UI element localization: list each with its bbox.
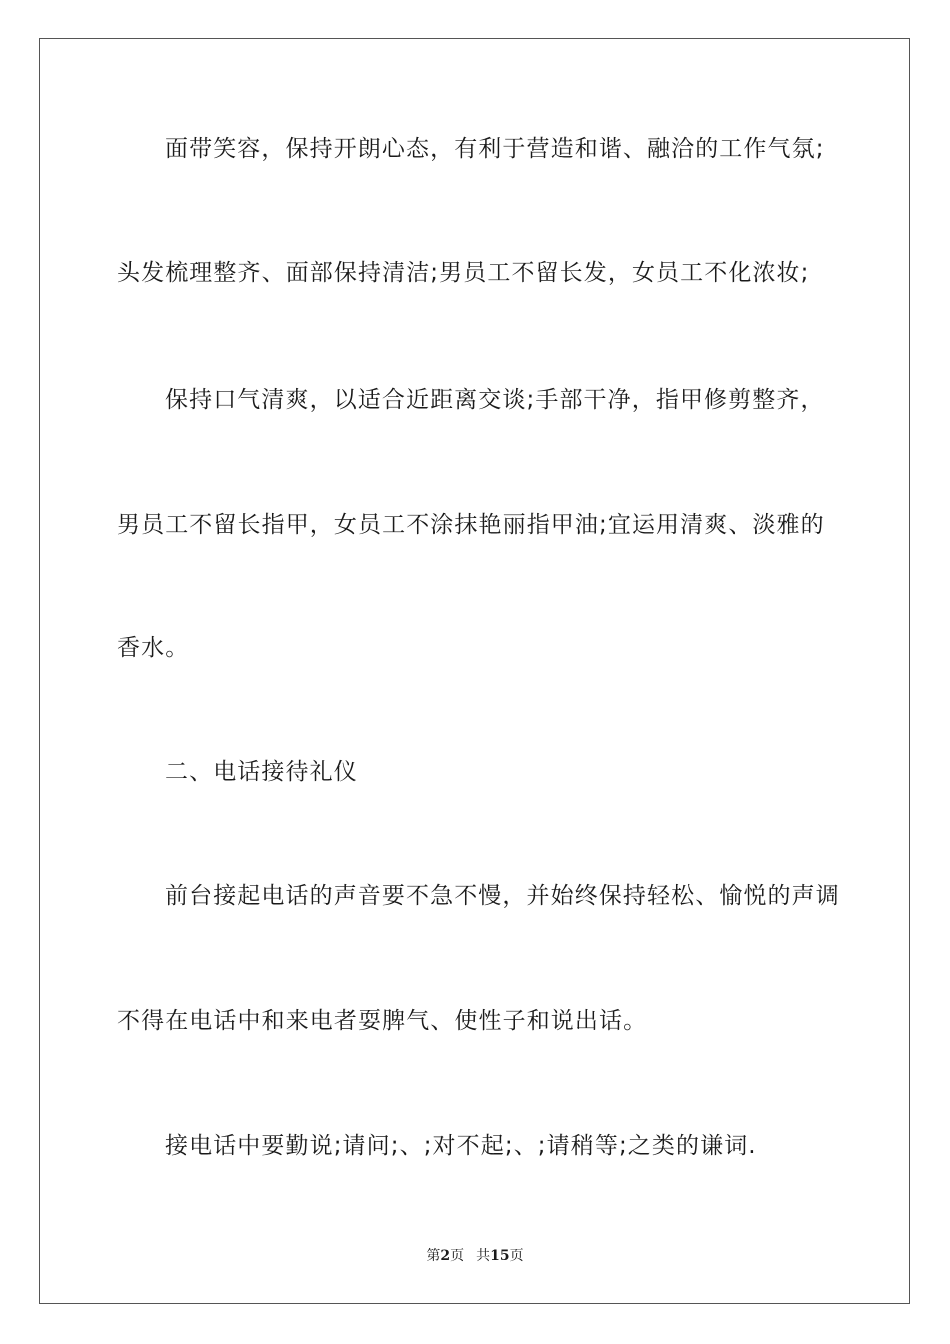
page-prefix: 第 (426, 1248, 441, 1264)
page-suffix: 页 (450, 1248, 465, 1264)
text-line-8: 不得在电话中和来电者耍脾气、使性子和说出话。 (117, 1008, 648, 1034)
page-border (39, 38, 910, 1304)
page-number: 2 (440, 1248, 451, 1264)
text-line-4: 男员工不留长指甲，女员工不涂抹艳丽指甲油;宜运用清爽、淡雅的 (117, 512, 825, 538)
total-pages: 15 (490, 1248, 510, 1264)
total-prefix: 共 (476, 1248, 491, 1264)
text-line-9: 接电话中要勤说;请问;、;对不起;、;请稍等;之类的谦词. (165, 1133, 757, 1159)
page-footer (0, 1246, 950, 1266)
text-line-3: 保持口气清爽，以适合近距离交谈;手部干净，指甲修剪整齐， (165, 387, 825, 413)
text-line-5: 香水。 (117, 635, 190, 661)
text-line-2: 头发梳理整齐、面部保持清洁;男员工不留长发，女员工不化浓妆; (117, 260, 810, 286)
text-line-1: 面带笑容，保持开朗心态，有利于营造和谐、融洽的工作气氛; (165, 136, 825, 162)
text-line-7: 前台接起电话的声音要不急不慢，并始终保持轻松、愉悦的声调 (165, 883, 840, 909)
total-suffix: 页 (509, 1248, 524, 1264)
section-heading: 二、电话接待礼仪 (165, 759, 358, 785)
